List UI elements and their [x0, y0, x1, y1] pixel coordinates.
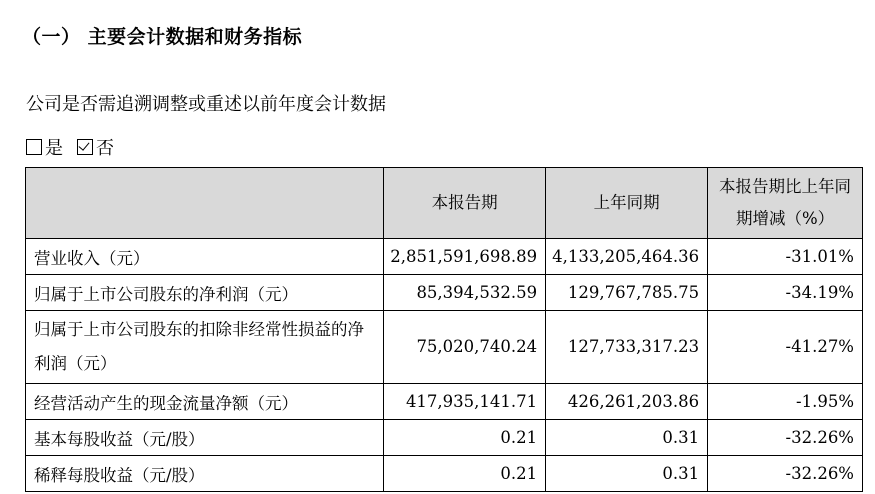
table-row — [26, 311, 863, 384]
row-label: 基本每股收益（元/股） — [26, 420, 384, 456]
header-current-period: 本报告期 — [384, 168, 546, 239]
table-row — [26, 384, 863, 420]
prior-value: 0.31 — [546, 456, 708, 492]
header-change-percent: 本报告期比上年同期增减（%） — [708, 168, 863, 239]
restatement-question: 公司是否需追溯调整或重述以前年度会计数据 — [26, 94, 386, 115]
choice-yes-label: 是 — [45, 138, 63, 159]
row-label: 稀释每股收益（元/股） — [26, 456, 384, 492]
row-label: 营业收入（元） — [26, 239, 384, 275]
prior-value: 127,733,317.23 — [546, 311, 708, 384]
choice-no[interactable] — [77, 134, 114, 160]
row-label: 经营活动产生的现金流量净额（元） — [26, 384, 384, 420]
financial-data-table — [25, 167, 863, 492]
current-value: 2,851,591,698.89 — [384, 239, 546, 275]
change-value: -31.01% — [708, 239, 863, 275]
checked-box-icon[interactable] — [77, 139, 93, 155]
header-prior-period: 上年同期 — [546, 168, 708, 239]
change-value: -1.95% — [708, 384, 863, 420]
section-heading: （一） 主要会计数据和财务指标 — [22, 26, 303, 48]
change-value: -34.19% — [708, 275, 863, 311]
restatement-choices — [26, 134, 128, 160]
change-value: -41.27% — [708, 311, 863, 384]
choice-no-label: 否 — [96, 138, 114, 159]
current-value: 85,394,532.59 — [384, 275, 546, 311]
current-value: 0.21 — [384, 456, 546, 492]
unchecked-box-icon[interactable] — [26, 139, 42, 155]
row-label: 归属于上市公司股东的扣除非经常性损益的净利润（元） — [26, 311, 384, 384]
current-value: 75,020,740.24 — [384, 311, 546, 384]
current-value: 417,935,141.71 — [384, 384, 546, 420]
change-value: -32.26% — [708, 420, 863, 456]
table-row — [26, 275, 863, 311]
prior-value: 426,261,203.86 — [546, 384, 708, 420]
table-row — [26, 420, 863, 456]
header-item — [26, 168, 384, 239]
change-value: -32.26% — [708, 456, 863, 492]
table-header-row — [26, 168, 863, 239]
choice-yes[interactable] — [26, 134, 63, 160]
current-value: 0.21 — [384, 420, 546, 456]
row-label: 归属于上市公司股东的净利润（元） — [26, 275, 384, 311]
table-row — [26, 239, 863, 275]
table-row — [26, 456, 863, 492]
prior-value: 129,767,785.75 — [546, 275, 708, 311]
prior-value: 0.31 — [546, 420, 708, 456]
prior-value: 4,133,205,464.36 — [546, 239, 708, 275]
